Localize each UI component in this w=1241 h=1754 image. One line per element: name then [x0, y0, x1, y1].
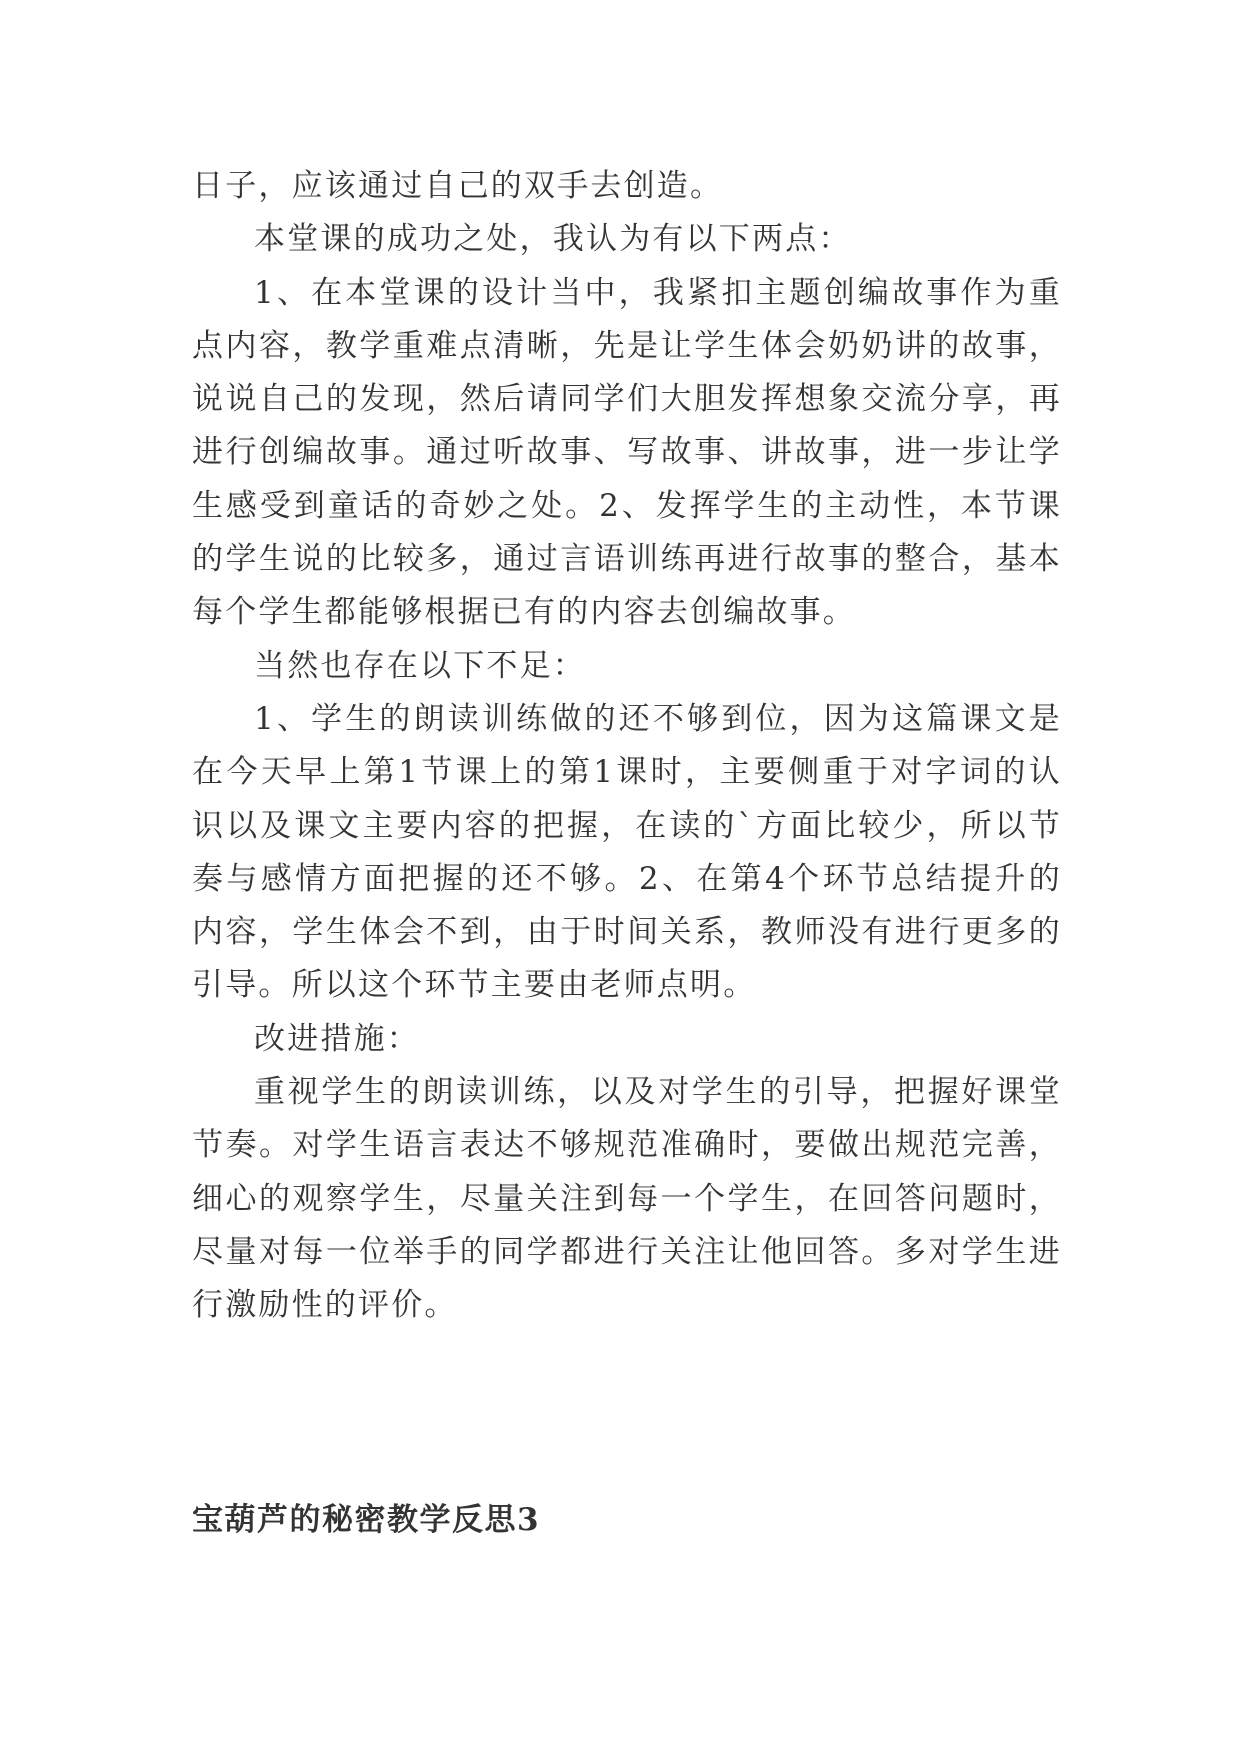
paragraph-continuation: 日子，应该通过自己的双手去创造。	[192, 168, 724, 204]
paragraph-improvements-detail: 重视学生的朗读训练，以及对学生的引导，把握好课堂节奏。对学生语言表达不够规范准确时，要做出规范完善，细心的观察学生，尽量关注到每一个学生，在回答问题时，尽量对每一位举手的同学都进行关注让他回答。多对学生进行激励性的评价。	[192, 1074, 1062, 1324]
paragraph-successes-intro: 本堂课的成功之处，我认为有以下两点：	[254, 221, 852, 258]
paragraph-improvements-intro: 改进措施：	[254, 1020, 420, 1057]
document-page	[192, 160, 1062, 1538]
paragraph-shortcomings-intro: 当然也存在以下不足：	[254, 647, 586, 684]
paragraph-shortcomings-detail: 1、学生的朗读训练做的还不够到位，因为这篇课文是在今天早上第1节课上的第1课时，主要侧重于对字词的认识以及课文主要内容的把握，在读的`方面比较少，所以节奏与感情方面把握的还不够。2、在第4个环节总结提升的内容，学生体会不到，由于时间关系，教师没有进行更多的引导。所以这个环节主要由老师点明。	[192, 700, 1062, 1004]
section-heading: 宝葫芦的秘密教学反思3	[192, 1502, 541, 1538]
paragraph-successes-detail: 1、在本堂课的设计当中，我紧扣主题创编故事作为重点内容，教学重难点清晰，先是让学生体会奶奶讲的故事，说说自己的发现，然后请同学们大胆发挥想象交流分享，再进行创编故事。通过听故事、写故事、讲故事，进一步让学生感受到童话的奇妙之处。2、发挥学生的主动性，本节课的学生说的比较多，通过言语训练再进行故事的整合，基本每个学生都能够根据已有的内容去创编故事。	[192, 274, 1062, 631]
